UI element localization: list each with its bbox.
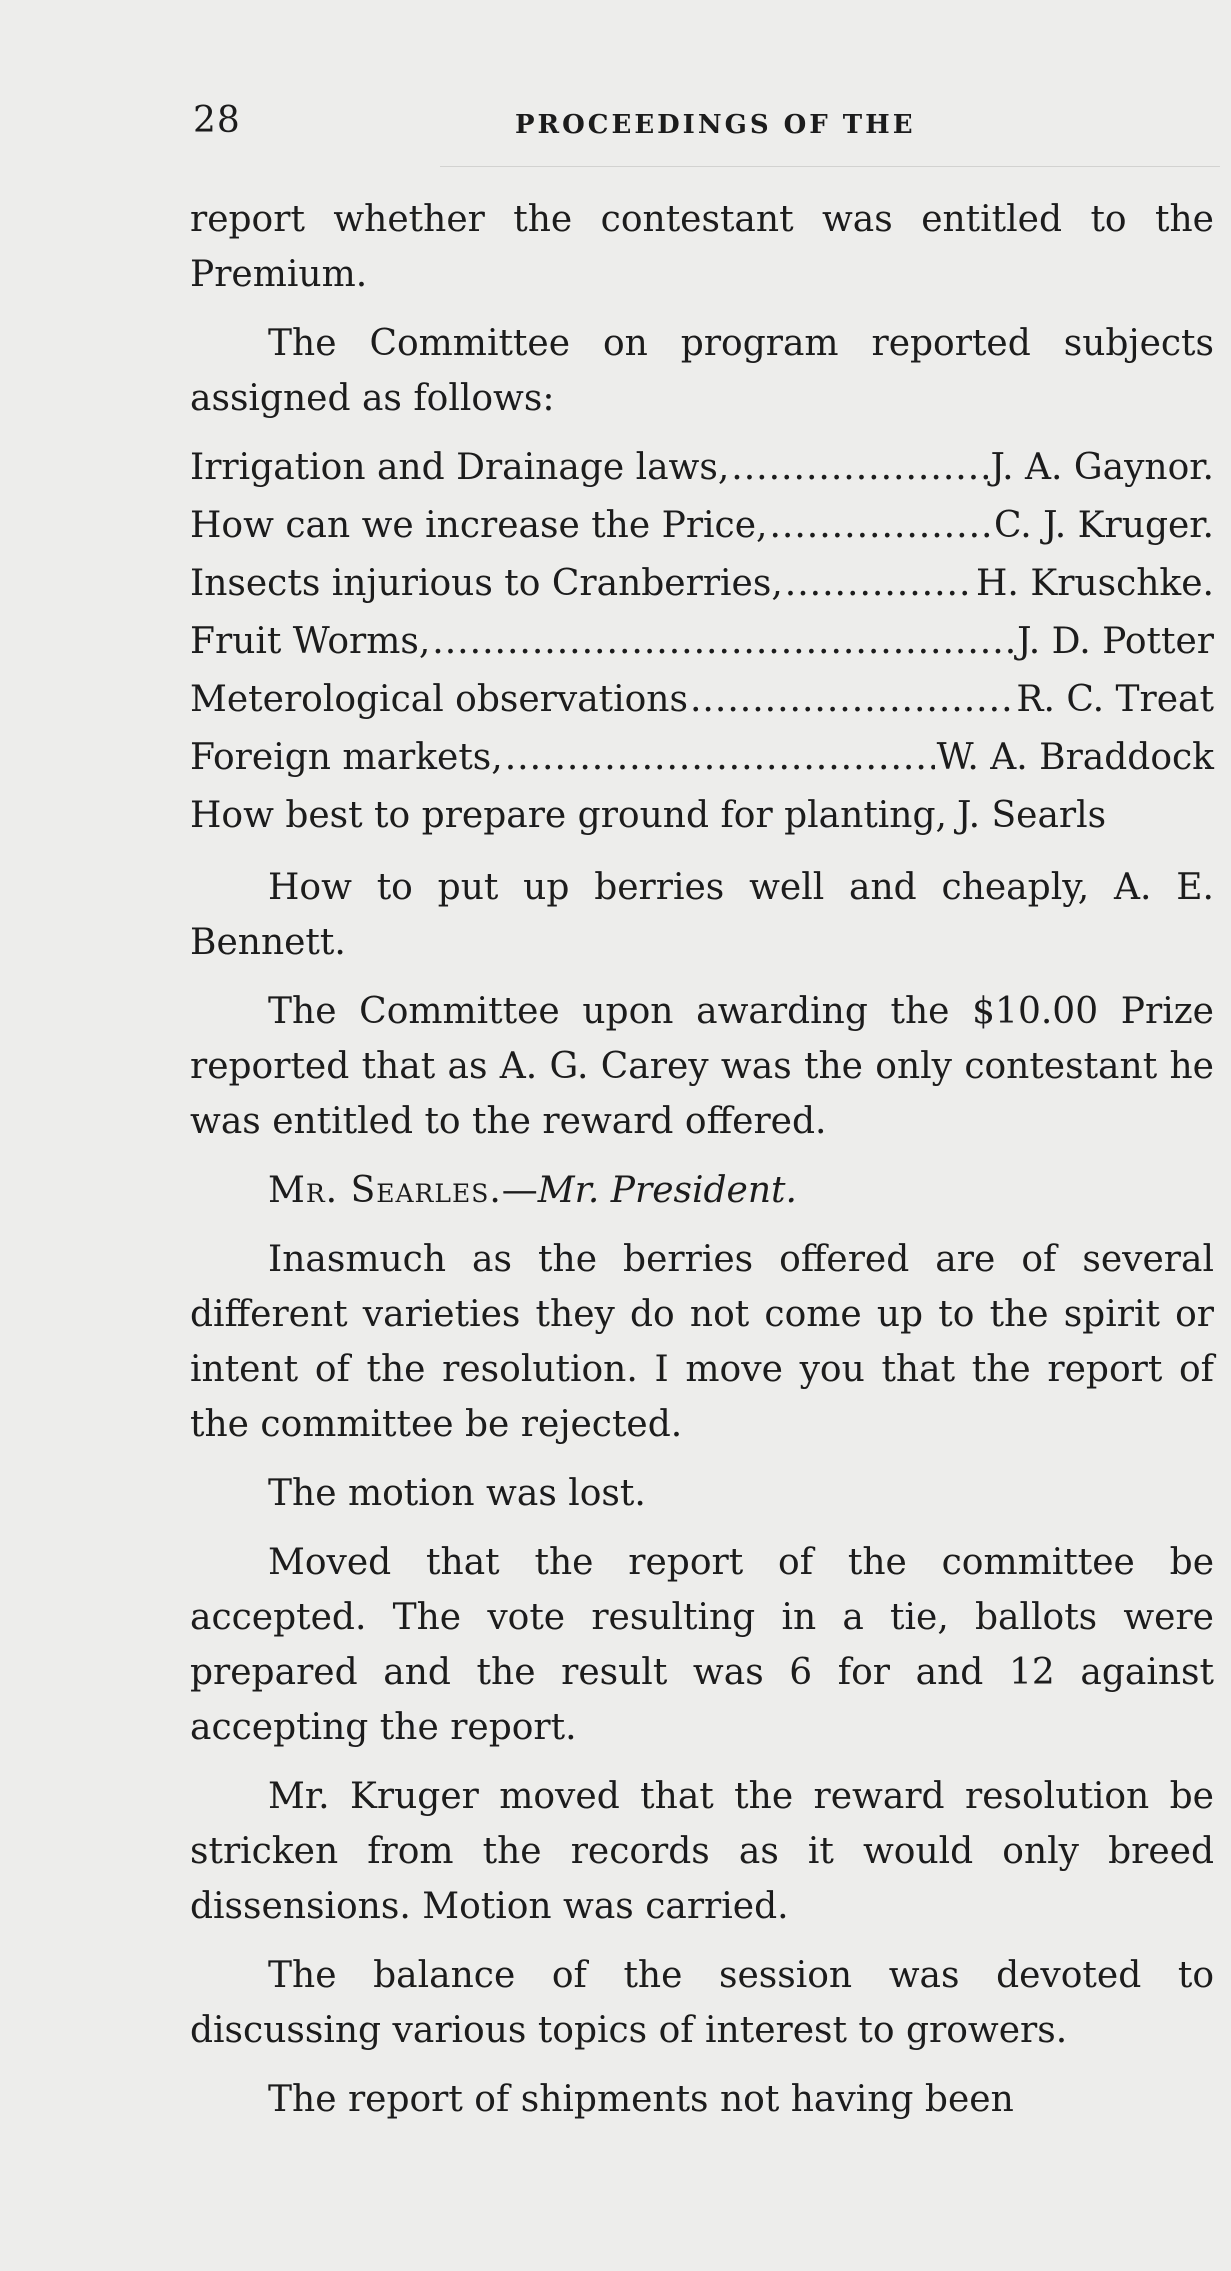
- assignment-name: J. Searls: [956, 795, 1107, 836]
- paragraph-kruger-motion: Mr. Kruger moved that the reward resolution be stricken from the records as it would only breed dissensions. Motion was carried.: [190, 1776, 1214, 1927]
- dot-leader: [690, 672, 1014, 727]
- assignment-row: [190, 440, 1214, 498]
- assignment-subject: Insects injurious to Cranberries,: [190, 563, 783, 604]
- paragraph-shipments: The report of shipments not having been: [268, 2079, 1014, 2120]
- assignment-row: [190, 730, 1214, 788]
- assignment-list: [190, 440, 1214, 846]
- paragraph-session-balance: The balance of the session was devoted to discussing various topics of interest to growers.: [190, 1955, 1214, 2051]
- speaker-dash: —: [501, 1170, 538, 1211]
- paragraph-searles-motion: Inasmuch as the berries offered are of several different varieties they do not come up to the spirit or intent of the resolution. I move you that the report of the committee be rejected.: [190, 1239, 1214, 1445]
- assignment-name: H. Kruschke.: [976, 563, 1214, 604]
- assignment-subject: How can we increase the Price,: [190, 505, 768, 546]
- dot-leader: [432, 614, 1015, 669]
- speaker-address: Mr. President.: [537, 1170, 797, 1211]
- assignment-name: R. C. Treat: [1016, 679, 1214, 720]
- assignment-name: J. A. Gaynor.: [990, 447, 1214, 488]
- assignment-name: W. A. Braddock: [936, 737, 1214, 778]
- paragraph-motion-lost: The motion was lost.: [268, 1473, 646, 1514]
- header-rule: [440, 166, 1220, 167]
- page-number: 28: [193, 100, 241, 141]
- running-head: PROCEEDINGS OF THE: [515, 110, 916, 140]
- assignment-name: J. D. Potter: [1017, 621, 1214, 662]
- assignment-subject: Fruit Worms,: [190, 621, 431, 662]
- dot-leader: [769, 498, 992, 553]
- assignment-row: [190, 498, 1214, 556]
- dot-leader: [785, 556, 974, 611]
- paragraph-vote-result: Moved that the report of the committee be accepted. The vote resulting in a tie, ballots were prepared and the result was 6 for and 12 against accepting the report.: [190, 1542, 1214, 1748]
- assignment-subject: Foreign markets,: [190, 737, 503, 778]
- paragraph-committee-program: The Committee on program reported subjects assigned as follows:: [190, 323, 1214, 419]
- assignment-name: C. J. Kruger.: [993, 505, 1214, 546]
- body-text: [190, 192, 1214, 2141]
- paragraph-prize-report: The Committee upon awarding the $10.00 Prize reported that as A. G. Carey was the only contestant he was entitled to the reward offered.: [190, 991, 1214, 1142]
- assignment-subject: Irrigation and Drainage laws,: [190, 447, 730, 488]
- assignment-row: [190, 556, 1214, 614]
- paragraph-bennett: How to put up berries well and cheaply, A. E. Bennett.: [190, 867, 1214, 963]
- assignment-row: [190, 672, 1214, 730]
- assignment-subject: How best to prepare ground for planting,: [190, 795, 947, 836]
- dot-leader: [731, 440, 988, 495]
- dot-leader: [505, 730, 935, 785]
- assignment-row: [190, 788, 1214, 846]
- paragraph-continuation: report whether the contestant was entitled to the Premium.: [190, 199, 1214, 295]
- speaker-line: [190, 1163, 1214, 1218]
- assignment-subject: Meterological observations: [190, 679, 688, 720]
- assignment-row: [190, 614, 1214, 672]
- speaker-name: Mr. Searles.: [268, 1170, 502, 1211]
